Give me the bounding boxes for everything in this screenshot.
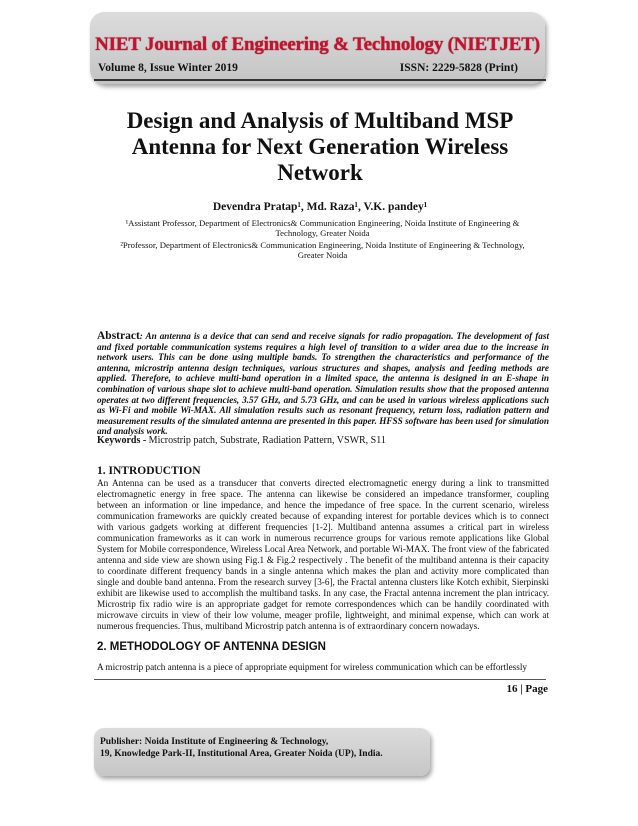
affiliation-2: ²Professor, Department of Electronics& Communication Engineering, Noida Institute of Engineering & Technology, Greater Noida — [120, 240, 525, 260]
footer-rule — [94, 679, 546, 680]
section-1-heading: 1. INTRODUCTION — [97, 465, 201, 477]
authors: Devendra Pratap¹, Md. Raza¹, V.K. pandey¹ — [212, 201, 428, 213]
section-1-text: An Antenna can be used as a transducer that converts directed electromagnetic energy during a link to transmitted electromagnetic energy in free space. The antenna can likewise be considered an impedance transformer, coupling between an information or line impedance, and hence the impedance of free space. In the current scenario, wireless communication frameworks are quickly created because of expanding interest for portable devices which is to connect with various gadgets working at different frequencies [1-2]. Multiband antenna assumes a critical part in wireless communication frameworks as it can work in numerous recurrence groups for various remote applications like Global System for Mobile correspondence, Wireless Local Area Network, and portable Wi-MAX. The front view of the fabricated antenna and side view are shown using Fig.1 & Fig.2 respectively . The benefit of the multiband antenna is their capacity to coordinate different frequency bands in a single antenna which makes the plan and activity more complicated than single and double band antenna. From the research survey [3-6], the Fractal antenna clusters like Kotch exhibit, Sierpinski exhibit are likewise used to accomplish the multiband tasks. In any case, the Fractal antenna increment the plan intricacy. Microstrip fix radio wire is an appropriate gadget for remote correspondences which can be handily coordinated with microwave circuits in view of their low volume, meager profile, lightweight, and minimal expense, which can work at numerous frequencies. Thus, multiband Microstrip patch antenna is of extraordinary concern nowadays. — [97, 478, 549, 631]
abstract-label: Abstract — [97, 330, 140, 342]
section-2-heading: 2. METHODOLOGY OF ANTENNA DESIGN — [97, 641, 326, 653]
keywords-label: Keywords - — [97, 435, 147, 446]
publisher-line-2: 19, Knowledge Park-II, Institutional Area, Greater Noida (UP), India. — [100, 749, 383, 759]
publisher-box — [94, 728, 430, 776]
abstract — [97, 331, 549, 437]
issn: ISSN: 2229-5828 (Print) — [399, 62, 518, 74]
abstract-text: : An antenna is a device that can send and receive signals for radio propagation. The development of fast and fixed portable communication systems requires a high level of transition to a wider area due to the increase in network users. This can be done using multiple bands. To strengthen the characteristics and performance of the antenna, microstrip antenna design techniques, various structures and shapes, analysis and feeding methods are applied. Therefore, to achieve multi-band operation in a limited space, the antenna is designed in an E-shape in combination of various shape slot to achieve multi-band operation. Simulation results show that the proposed antenna operates at two different frequencies, 3.57 GHz, and 5.73 GHz, and can be used in various wireless applications such as Wi-Fi and mobile Wi-MAX. All simulation results such as resonant frequency, return loss, radiation pattern and measurement results of the simulated antenna are presented in this paper. HFSS software has been used for simulation and analysis work. — [97, 331, 549, 437]
affiliation-1: ¹Assistant Professor, Department of Electronics& Communication Engineering, Noida Institute of Engineering & Technology, Greater Noida — [125, 218, 520, 238]
header-rule — [94, 79, 546, 81]
section-2-text: A microstrip patch antenna is a piece of appropriate equipment for wireless communication which can be effortlessly — [97, 662, 527, 672]
publisher-line-1: Publisher: Noida Institute of Engineering & Technology, — [100, 737, 329, 747]
volume-issue: Volume 8, Issue Winter 2019 — [98, 62, 238, 74]
page-number: 16 | Page — [506, 683, 548, 695]
keywords — [97, 435, 549, 446]
paper-title: Design and Analysis of Multiband MSP Antenna for Next Generation Wireless Network — [126, 108, 514, 185]
journal-title: NIET Journal of Engineering & Technology (NIETJET) — [95, 34, 540, 55]
keywords-text: Microstrip patch, Substrate, Radiation Pattern, VSWR, S11 — [146, 435, 386, 446]
